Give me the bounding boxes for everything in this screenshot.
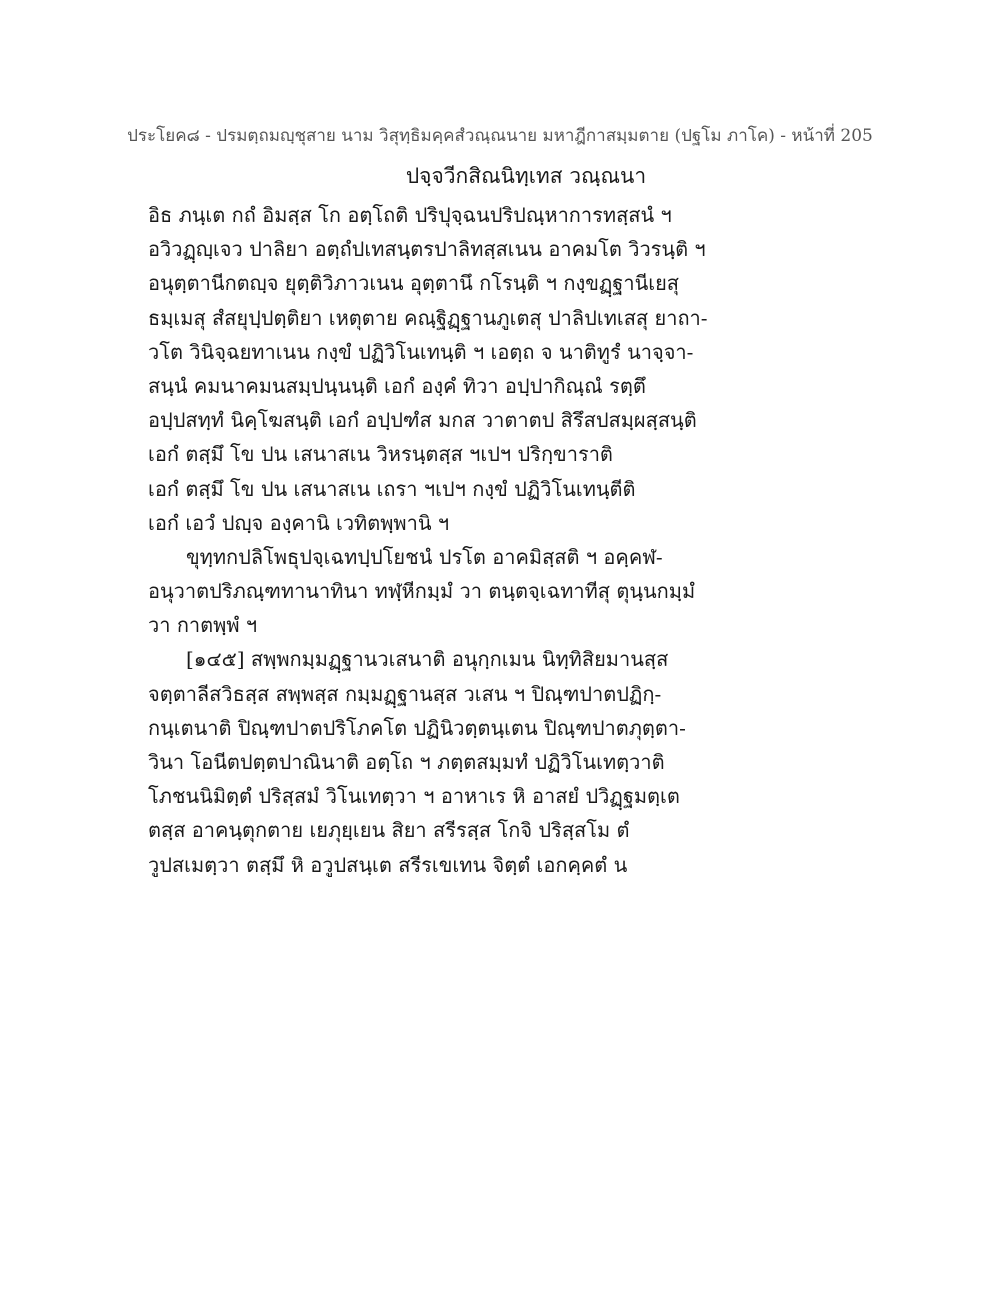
text-line: [๑๔๕] สพฺพกมฺมฏฺฐานวเสนาติ อนุกฺกเมน นิทฺทิสิยมานสฺส	[186, 647, 669, 672]
text-line: อปฺปสทฺทํ นิคฺโฆสนฺติ เอกํ อปฺปฑํส มกส วาตาตป สิรึสปสมฺผสฺสนฺติ	[148, 408, 697, 433]
text-line: วินา โอนีตปตฺตปาณินาติ อตฺโถ ฯ ภตฺตสมฺมทํ ปฏิวิโนเทตฺวาติ	[148, 750, 665, 774]
text-line: ธมฺเมสุ สํสยุปฺปตฺติยา เหตุตาย คณฺฐิฏฺฐานภูเตสุ ปาลิปเทเสสุ ยาถา-	[148, 305, 708, 330]
text-line: สนฺนํ คมนาคมนสมฺปนฺนนฺติ เอกํ องฺคํ ทิวา อปฺปากิณฺณํ รตฺตึ	[148, 373, 646, 398]
running-header: ประโยค๘ - ปรมตฺถมญฺชุสาย นาม วิสุทฺธิมคฺคสํวณฺณนาย มหาฎีกาสมฺมตาย (ปฐโม ภาโค) - หน้าที่ 205	[127, 126, 873, 146]
text-line: เอกํ ตสฺมึ โข ปน เสนาสเน เถรา ฯเปฯ กงฺขํ ปฏิวิโนเทนฺตีติ	[148, 476, 636, 501]
section-title: ปจฺจวีกสิณนิทฺเทส วณฺณนา	[405, 164, 647, 188]
paragraph-2	[148, 540, 868, 643]
text-line: อวิวฏฺญฺเจว ปาลิยา อตฺถํปเทสนฺตรปาลิทสฺสเนน อาคมโต วิวรนฺติ ฯ	[148, 237, 706, 262]
text-line: เอกํ ตสฺมึ โข ปน เสนาสเน วิหรนฺตสฺส ฯเปฯ ปริกฺขาราติ	[148, 442, 613, 467]
text-line: วูปสเมตฺวา ตสฺมึ หิ อวูปสนฺเต สรีรเขเทน จิตฺตํ เอกคฺคตํ น	[148, 852, 628, 877]
text-line: กนฺเตนาติ ปิณฺฑปาตปริโภคโต ปฏินิวตฺตนฺเตน ปิณฺฑปาตภุตฺตา-	[148, 715, 686, 740]
text-line: ตสฺส อาคนฺตุกตาย เยภุยฺเยน สิยา สรีรสฺส โกจิ ปริสฺสโม ตํ	[148, 818, 630, 843]
body-text	[148, 198, 868, 882]
text-line: โภชนนิมิตฺตํ ปริสฺสมํ วิโนเทตฺวา ฯ อาหาเร หิ อาสยํ ปวิฏฺฐมตฺเต	[148, 784, 680, 809]
text-line: อนุวาตปริภณฺฑทานาทินา ทฬฺหีกมฺมํ วา ตนฺตจฺเฉทาทีสุ ตุนฺนกมฺมํ	[148, 579, 696, 604]
paragraph-3	[148, 642, 868, 881]
text-line: วโต วินิจฺฉยทาเนน กงฺขํ ปฏิวิโนเทนฺติ ฯ เอตฺถ จ นาติทูรํ นาจฺจา-	[148, 339, 694, 364]
text-line: เอกํ เอวํ ปญฺจ องฺคานิ เวทิตพฺพานิ ฯ	[148, 510, 450, 535]
text-line: อิธ ภนฺเต กถํ อิมสฺส โก อตฺโถติ ปริปุจฺฉนปริปณฺหาการทสฺสนํ ฯ	[148, 203, 672, 227]
paragraph-1	[148, 198, 868, 540]
text-line: จตฺตาลีสวิธสฺส สพฺพสฺส กมฺมฏฺฐานสฺส วเสน ฯ ปิณฺฑปาตปฏิกฺ-	[148, 681, 662, 706]
text-line: ขุทฺทกปลิโพธุปจฺเฉทปฺปโยชนํ ปรโต อาคมิสฺสติ ฯ อคฺคฬ-	[186, 544, 663, 569]
text-line: อนุตฺตานีกตญฺจ ยุตฺติวิภาวเนน อุตฺตานึ กโรนฺติ ฯ กงฺขฏฺฐานีเยสุ	[148, 271, 680, 296]
text-line: วา กาตพฺพํ ฯ	[148, 613, 258, 638]
